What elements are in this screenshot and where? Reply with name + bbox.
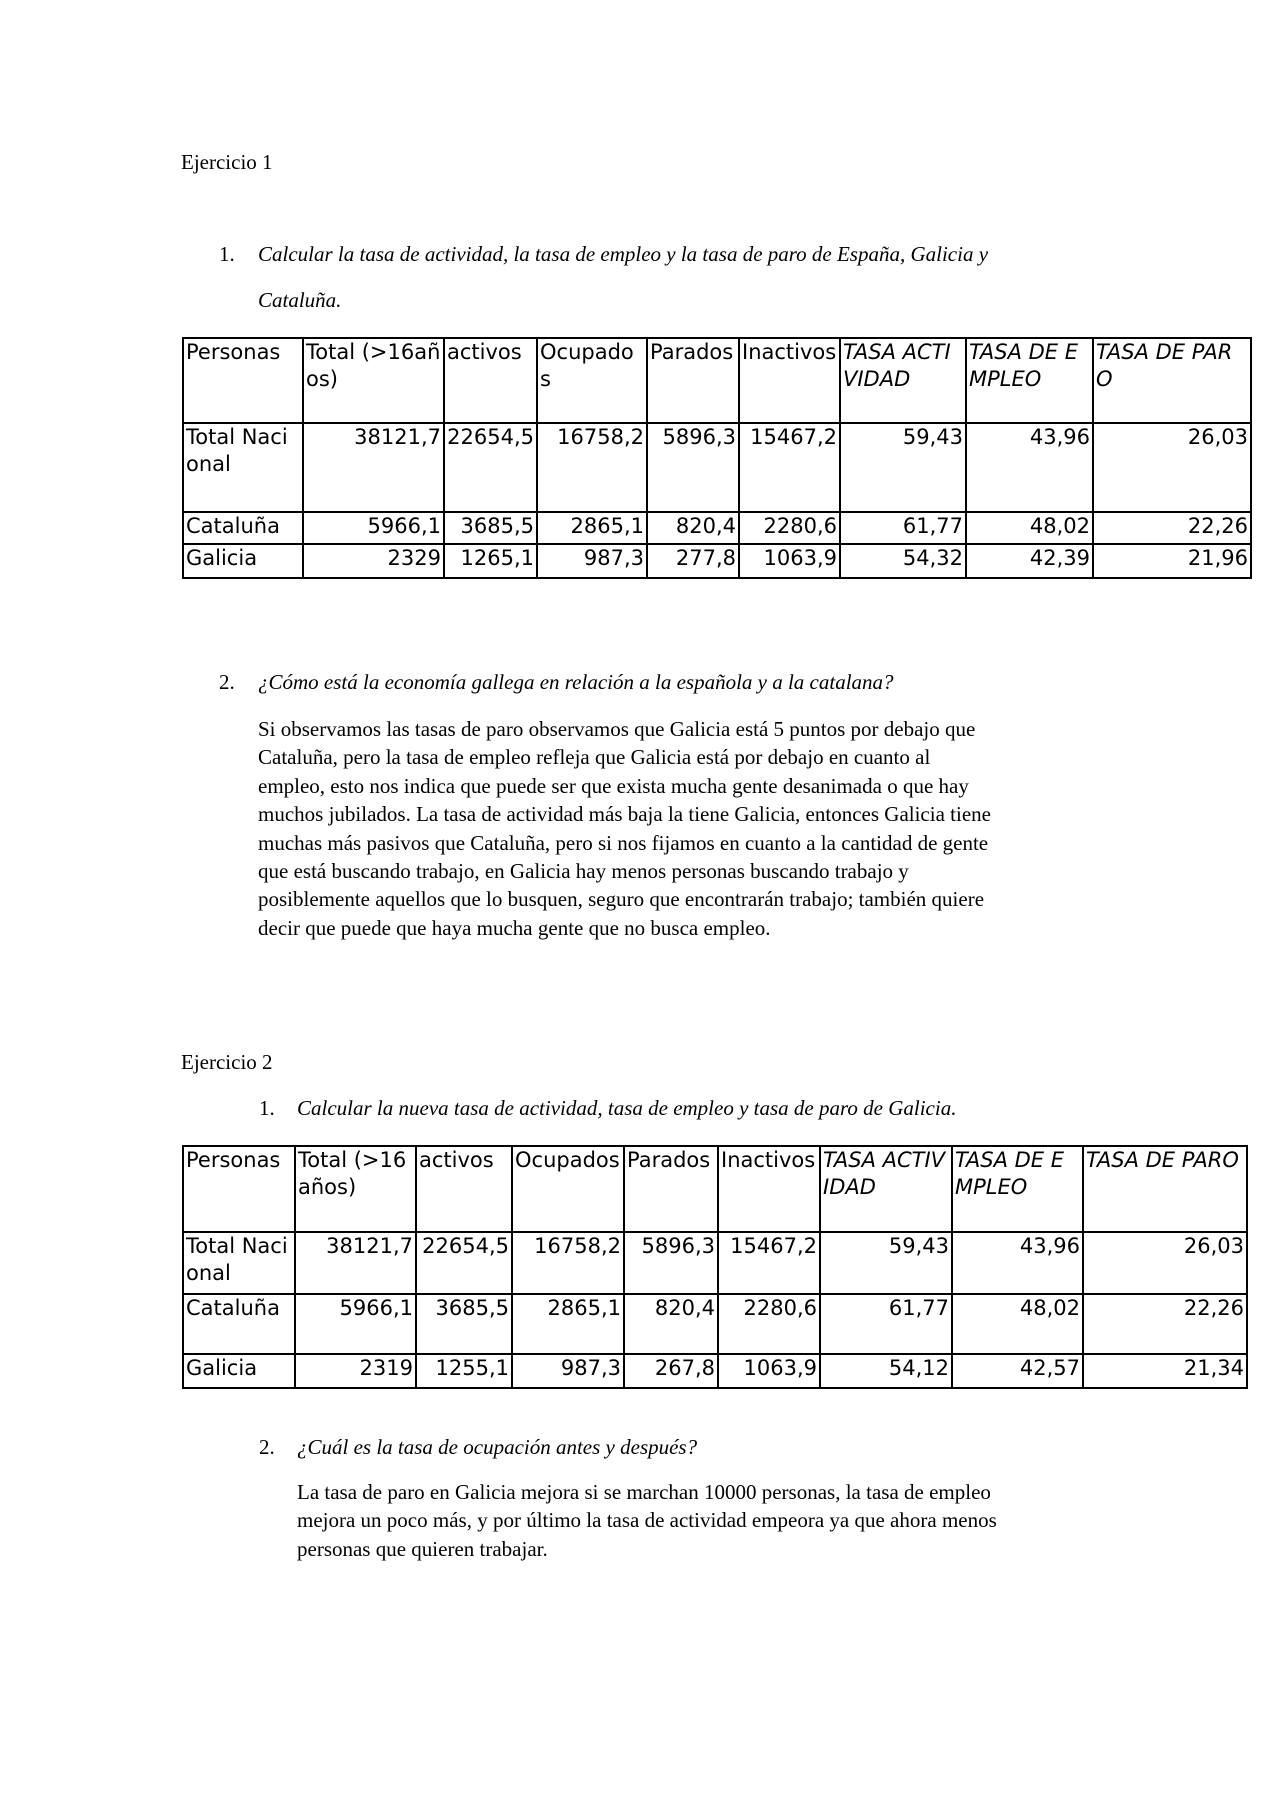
question-text: ¿Cuál es la tasa de ocupación antes y después? (297, 1435, 698, 1459)
column-header: activos (444, 338, 537, 423)
column-header: TASA ACTIVIDAD (840, 338, 966, 423)
table-cell: 2865,1 (512, 1294, 624, 1354)
table-cell: 1265,1 (444, 544, 537, 578)
table-row (183, 423, 1251, 512)
answer-line: muchos jubilados. La tasa de actividad más baja la tiene Galicia, entonces Galicia tiene (258, 802, 991, 827)
table-cell: 5966,1 (303, 512, 444, 544)
question-text: ¿Cómo está la economía gallega en relación a la española y a la catalana? (258, 670, 894, 694)
table-cell: 1255,1 (416, 1354, 512, 1388)
row-label: Cataluña (183, 1294, 295, 1354)
table-cell: 22654,5 (416, 1232, 512, 1294)
table-cell: 61,77 (820, 1294, 952, 1354)
column-header: Personas (183, 338, 303, 423)
column-header: Parados (624, 1146, 718, 1232)
section-title-ejercicio-1: Ejercicio 1 (181, 150, 273, 174)
answer-line: La tasa de paro en Galicia mejora si se marchan 10000 personas, la tasa de empleo (297, 1480, 991, 1504)
table-cell: 2319 (295, 1354, 416, 1388)
column-header: Total (>16años) (303, 338, 444, 423)
section-title-ejercicio-2: Ejercicio 2 (181, 1050, 273, 1074)
table-cell: 42,57 (952, 1354, 1083, 1388)
column-header: Total (>16años) (295, 1146, 416, 1232)
table-row (183, 512, 1251, 544)
table-cell: 21,96 (1093, 544, 1251, 578)
table-cell: 5896,3 (647, 423, 739, 512)
table-cell: 48,02 (952, 1294, 1083, 1354)
answer-line: Si observamos las tasas de paro observamos que Galicia está 5 puntos por debajo que (258, 717, 976, 741)
table-cell: 26,03 (1093, 423, 1251, 512)
table-cell: 16758,2 (512, 1232, 624, 1294)
answer-line: muchas más pasivos que Cataluña, pero si nos fijamos en cuanto a la cantidad de gente (258, 830, 989, 855)
table-cell: 16758,2 (537, 423, 647, 512)
column-header: TASA DE EMPLEO (952, 1146, 1083, 1232)
answer-line: mejora un poco más, y por último la tasa de actividad empeora ya que ahora menos (297, 1508, 997, 1533)
table-cell: 267,8 (624, 1354, 718, 1388)
table-cell: 38121,7 (295, 1232, 416, 1294)
answer-line: decir que puede que haya mucha gente que no busca empleo. (258, 915, 771, 940)
table-cell: 3685,5 (444, 512, 537, 544)
table-cell: 21,34 (1083, 1354, 1247, 1388)
table-cell: 43,96 (966, 423, 1093, 512)
answer-line: personas que quieren trabajar. (297, 1536, 548, 1561)
table-row (183, 544, 1251, 578)
table-row (183, 1232, 1247, 1294)
question-text: Cataluña. (258, 288, 342, 312)
table-cell: 54,12 (820, 1354, 952, 1388)
column-header: activos (416, 1146, 512, 1232)
column-header: TASA DE EMPLEO (966, 338, 1093, 423)
table-cell: 277,8 (647, 544, 739, 578)
table-cell: 1063,9 (739, 544, 840, 578)
column-header: Personas (183, 1146, 295, 1232)
table-cell: 2280,6 (718, 1294, 820, 1354)
table-cell: 15467,2 (718, 1232, 820, 1294)
row-label: Galicia (183, 1354, 295, 1388)
row-label: Total Nacional (183, 1232, 295, 1294)
table-cell: 1063,9 (718, 1354, 820, 1388)
table-cell: 5896,3 (624, 1232, 718, 1294)
table-cell: 38121,7 (303, 423, 444, 512)
row-label: Cataluña (183, 512, 303, 544)
column-header: Ocupados (512, 1146, 624, 1232)
list-number: 1. (259, 1096, 275, 1120)
table-row (183, 1354, 1247, 1388)
table-cell: 48,02 (966, 512, 1093, 544)
table-cell: 43,96 (952, 1232, 1083, 1294)
table-cell: 987,3 (537, 544, 647, 578)
column-header: Ocupados (537, 338, 647, 423)
answer-line: posiblemente aquellos que lo busquen, seguro que encontrarán trabajo; también quiere (258, 887, 985, 912)
table-cell: 22,26 (1093, 512, 1251, 544)
table-cell: 15467,2 (739, 423, 840, 512)
table-cell: 820,4 (647, 512, 739, 544)
row-label: Galicia (183, 544, 303, 578)
table-header-row (183, 338, 1251, 423)
answer-paragraph (258, 715, 991, 942)
table-cell: 987,3 (512, 1354, 624, 1388)
answer-paragraph (297, 1478, 997, 1563)
table-cell: 54,32 (840, 544, 966, 578)
table-row (183, 1294, 1247, 1354)
data-table-2 (182, 1145, 1248, 1389)
column-header: Parados (647, 338, 739, 423)
question-text: Calcular la tasa de actividad, la tasa de empleo y la tasa de paro de España, Galicia y (258, 242, 989, 266)
table-cell: 820,4 (624, 1294, 718, 1354)
table-cell: 26,03 (1083, 1232, 1247, 1294)
column-header: Inactivos (739, 338, 840, 423)
table-header-row (183, 1146, 1247, 1232)
column-header: TASA DE PARO (1093, 338, 1251, 423)
answer-line: empleo, esto nos indica que puede ser que exista mucha gente desanimada o que hay (258, 773, 969, 798)
data-table-1 (182, 337, 1252, 579)
table-cell: 42,39 (966, 544, 1093, 578)
column-header: TASA DE PARO (1083, 1146, 1247, 1232)
question-text: Calcular la nueva tasa de actividad, tasa de empleo y tasa de paro de Galicia. (297, 1096, 957, 1120)
answer-line: que está buscando trabajo, en Galicia hay menos personas buscando trabajo y (258, 859, 909, 884)
table-cell: 2280,6 (739, 512, 840, 544)
table-cell: 22,26 (1083, 1294, 1247, 1354)
table-cell: 59,43 (840, 423, 966, 512)
table-cell: 22654,5 (444, 423, 537, 512)
column-header: TASA ACTIVIDAD (820, 1146, 952, 1232)
table-cell: 3685,5 (416, 1294, 512, 1354)
column-header: Inactivos (718, 1146, 820, 1232)
table-cell: 59,43 (820, 1232, 952, 1294)
list-number: 2. (219, 670, 235, 694)
list-number: 2. (259, 1435, 275, 1459)
table-cell: 5966,1 (295, 1294, 416, 1354)
table-cell: 2329 (303, 544, 444, 578)
list-number: 1. (219, 242, 235, 266)
answer-line: Cataluña, pero la tasa de empleo refleja que Galicia está por debajo en cuanto al (258, 745, 931, 770)
row-label: Total Nacional (183, 423, 303, 512)
table-cell: 61,77 (840, 512, 966, 544)
table-cell: 2865,1 (537, 512, 647, 544)
